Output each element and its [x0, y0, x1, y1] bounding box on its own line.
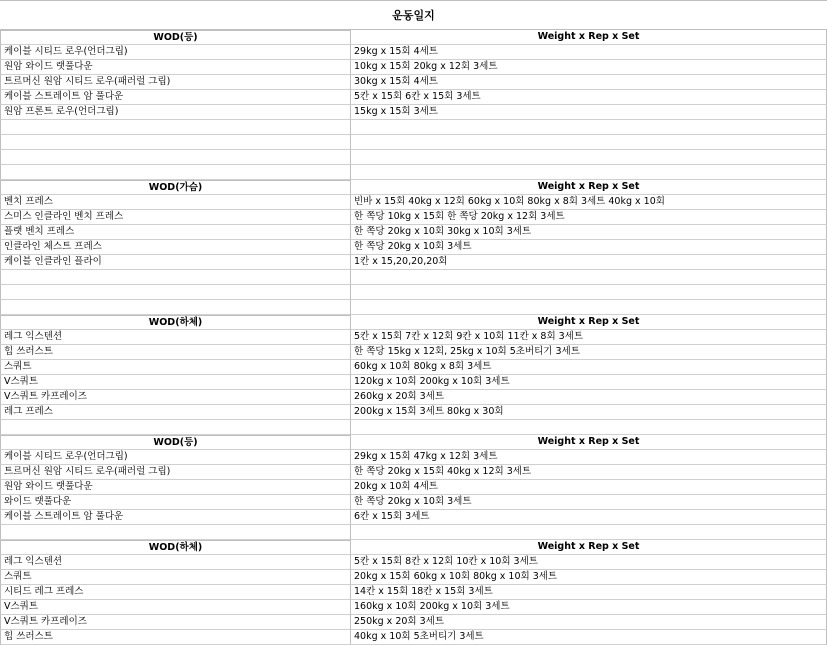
table-row	[0, 90, 827, 105]
weight-rep-set-cell[interactable]: 60kg x 10회 80kg x 8회 3세트	[351, 360, 827, 375]
table-row	[0, 450, 827, 465]
weight-rep-set-cell[interactable]: 한 쪽당 15kg x 12회, 25kg x 10회 5초버티기 3세트	[351, 345, 827, 360]
weight-rep-set-cell[interactable]: 29kg x 15회 47kg x 12회 3세트	[351, 450, 827, 465]
weight-rep-set-cell[interactable]: 30kg x 15회 4세트	[351, 75, 827, 90]
weight-rep-set-cell[interactable]: 160kg x 10회 200kg x 10회 3세트	[351, 600, 827, 615]
exercise-cell[interactable]: 원암 와이드 랫풀다운	[0, 60, 351, 75]
exercise-cell[interactable]: 플랫 벤치 프레스	[0, 225, 351, 240]
sheet-title[interactable]: 운동일지	[0, 0, 827, 30]
exercise-cell[interactable]: 레그 프레스	[0, 405, 351, 420]
weight-rep-set-cell[interactable]: 40kg x 10회 5초버티기 3세트	[351, 630, 827, 645]
exercise-cell[interactable]: 힙 쓰러스트	[0, 630, 351, 645]
weight-rep-set-cell[interactable]: 1칸 x 15,20,20,20회	[351, 255, 827, 270]
table-row	[0, 150, 827, 165]
table-row	[0, 270, 827, 285]
exercise-cell[interactable]: 레그 익스텐션	[0, 555, 351, 570]
table-row	[0, 105, 827, 120]
weight-rep-set-cell[interactable]: 한 쪽당 20kg x 15회 40kg x 12회 3세트	[351, 465, 827, 480]
section-header-row	[0, 30, 827, 45]
weight-rep-set-cell[interactable]	[351, 120, 827, 135]
weight-rep-set-cell[interactable]: 한 쪽당 20kg x 10회 3세트	[351, 240, 827, 255]
exercise-cell[interactable]: 벤치 프레스	[0, 195, 351, 210]
section-header-row	[0, 315, 827, 330]
exercise-cell[interactable]: 트르머신 원암 시티드 로우(패러럴 그립)	[0, 75, 351, 90]
table-row	[0, 570, 827, 585]
exercise-cell[interactable]: 힙 쓰러스트	[0, 345, 351, 360]
weight-rep-set-cell[interactable]	[351, 525, 827, 540]
weight-rep-set-cell[interactable]	[351, 150, 827, 165]
table-row	[0, 600, 827, 615]
table-row	[0, 225, 827, 240]
table-row	[0, 525, 827, 540]
weight-rep-set-cell[interactable]	[351, 285, 827, 300]
table-row	[0, 135, 827, 150]
exercise-cell[interactable]: V스쿼트	[0, 375, 351, 390]
value-header-cell[interactable]: Weight x Rep x Set	[351, 315, 827, 330]
weight-rep-set-cell[interactable]: 빈바 x 15회 40kg x 12회 60kg x 10회 80kg x 8회 3세트 40kg x 10회	[351, 195, 827, 210]
weight-rep-set-cell[interactable]: 한 쪽당 20kg x 10회 3세트	[351, 495, 827, 510]
weight-rep-set-cell[interactable]	[351, 300, 827, 315]
exercise-cell[interactable]: 트르머신 원암 시티드 로우(패러럴 그립)	[0, 465, 351, 480]
section-header-row	[0, 540, 827, 555]
exercise-cell[interactable]	[0, 270, 351, 285]
exercise-cell[interactable]: V스쿼트	[0, 600, 351, 615]
exercise-cell[interactable]: 스쿼트	[0, 360, 351, 375]
weight-rep-set-cell[interactable]: 14칸 x 15회 18칸 x 15회 3세트	[351, 585, 827, 600]
weight-rep-set-cell[interactable]: 15kg x 15회 3세트	[351, 105, 827, 120]
table-row	[0, 465, 827, 480]
table-row	[0, 555, 827, 570]
exercise-cell[interactable]	[0, 420, 351, 435]
weight-rep-set-cell[interactable]	[351, 420, 827, 435]
exercise-cell[interactable]: 케이블 인클라인 플라이	[0, 255, 351, 270]
exercise-cell[interactable]	[0, 135, 351, 150]
table-row	[0, 585, 827, 600]
exercise-cell[interactable]: 시티드 레그 프레스	[0, 585, 351, 600]
section-title-cell[interactable]: WOD(하체)	[0, 540, 351, 555]
section-title-cell[interactable]: WOD(등)	[0, 30, 351, 45]
exercise-cell[interactable]	[0, 120, 351, 135]
section-title-cell[interactable]: WOD(하체)	[0, 315, 351, 330]
exercise-cell[interactable]: 케이블 스트레이트 암 풀다운	[0, 90, 351, 105]
table-row	[0, 165, 827, 180]
table-row	[0, 630, 827, 645]
weight-rep-set-cell[interactable]: 5칸 x 15회 7칸 x 12회 9칸 x 10회 11칸 x 8회 3세트	[351, 330, 827, 345]
sections-container	[0, 30, 827, 645]
weight-rep-set-cell[interactable]	[351, 165, 827, 180]
exercise-cell[interactable]: 와이드 랫풀다운	[0, 495, 351, 510]
table-row	[0, 330, 827, 345]
table-row	[0, 210, 827, 225]
table-row	[0, 300, 827, 315]
value-header-cell[interactable]: Weight x Rep x Set	[351, 30, 827, 45]
table-row	[0, 375, 827, 390]
weight-rep-set-cell[interactable]: 29kg x 15회 4세트	[351, 45, 827, 60]
exercise-cell[interactable]: 인클라인 체스트 프레스	[0, 240, 351, 255]
exercise-cell[interactable]: V스쿼트 카프레이즈	[0, 390, 351, 405]
value-header-cell[interactable]: Weight x Rep x Set	[351, 180, 827, 195]
exercise-cell[interactable]: 케이블 시티드 로우(언더그립)	[0, 45, 351, 60]
weight-rep-set-cell[interactable]: 20kg x 15회 60kg x 10회 80kg x 10회 3세트	[351, 570, 827, 585]
weight-rep-set-cell[interactable]: 5칸 x 15회 6칸 x 15회 3세트	[351, 90, 827, 105]
weight-rep-set-cell[interactable]: 한 쪽당 10kg x 15회 한 쪽당 20kg x 12회 3세트	[351, 210, 827, 225]
weight-rep-set-cell[interactable]: 20kg x 10회 4세트	[351, 480, 827, 495]
exercise-cell[interactable]	[0, 150, 351, 165]
exercise-cell[interactable]	[0, 285, 351, 300]
table-row	[0, 60, 827, 75]
weight-rep-set-cell[interactable]: 10kg x 15회 20kg x 12회 3세트	[351, 60, 827, 75]
table-row	[0, 420, 827, 435]
section-header-row	[0, 435, 827, 450]
exercise-cell[interactable]: 스쿼트	[0, 570, 351, 585]
table-row	[0, 480, 827, 495]
weight-rep-set-cell[interactable]: 한 쪽당 20kg x 10회 30kg x 10회 3세트	[351, 225, 827, 240]
table-row	[0, 240, 827, 255]
exercise-cell[interactable]	[0, 165, 351, 180]
table-row	[0, 195, 827, 210]
table-row	[0, 255, 827, 270]
table-row	[0, 120, 827, 135]
table-row	[0, 510, 827, 525]
table-row	[0, 390, 827, 405]
value-header-cell[interactable]: Weight x Rep x Set	[351, 540, 827, 555]
exercise-cell[interactable]: 케이블 스트레이트 암 풀다운	[0, 510, 351, 525]
weight-rep-set-cell[interactable]: 260kg x 20회 3세트	[351, 390, 827, 405]
weight-rep-set-cell[interactable]: 6칸 x 15회 3세트	[351, 510, 827, 525]
table-row	[0, 345, 827, 360]
value-header-cell[interactable]: Weight x Rep x Set	[351, 435, 827, 450]
table-row	[0, 285, 827, 300]
exercise-cell[interactable]: 원암 프론트 로우(언더그립)	[0, 105, 351, 120]
table-row	[0, 405, 827, 420]
exercise-cell[interactable]: 원암 와이드 랫풀다운	[0, 480, 351, 495]
exercise-cell[interactable]: 케이블 시티드 로우(언더그립)	[0, 450, 351, 465]
exercise-cell[interactable]	[0, 525, 351, 540]
weight-rep-set-cell[interactable]: 200kg x 15회 3세트 80kg x 30회	[351, 405, 827, 420]
section-title-cell[interactable]: WOD(가슴)	[0, 180, 351, 195]
exercise-cell[interactable]: V스쿼트 카프레이즈	[0, 615, 351, 630]
exercise-cell[interactable]	[0, 300, 351, 315]
weight-rep-set-cell[interactable]: 120kg x 10회 200kg x 10회 3세트	[351, 375, 827, 390]
weight-rep-set-cell[interactable]	[351, 270, 827, 285]
weight-rep-set-cell[interactable]	[351, 135, 827, 150]
section-header-row	[0, 180, 827, 195]
weight-rep-set-cell[interactable]: 5칸 x 15회 8칸 x 12회 10칸 x 10회 3세트	[351, 555, 827, 570]
exercise-cell[interactable]: 레그 익스텐션	[0, 330, 351, 345]
exercise-cell[interactable]: 스미스 인클라인 벤치 프레스	[0, 210, 351, 225]
table-row	[0, 45, 827, 60]
table-row	[0, 360, 827, 375]
weight-rep-set-cell[interactable]: 250kg x 20회 3세트	[351, 615, 827, 630]
table-row	[0, 615, 827, 630]
section-title-cell[interactable]: WOD(등)	[0, 435, 351, 450]
table-row	[0, 75, 827, 90]
table-row	[0, 495, 827, 510]
